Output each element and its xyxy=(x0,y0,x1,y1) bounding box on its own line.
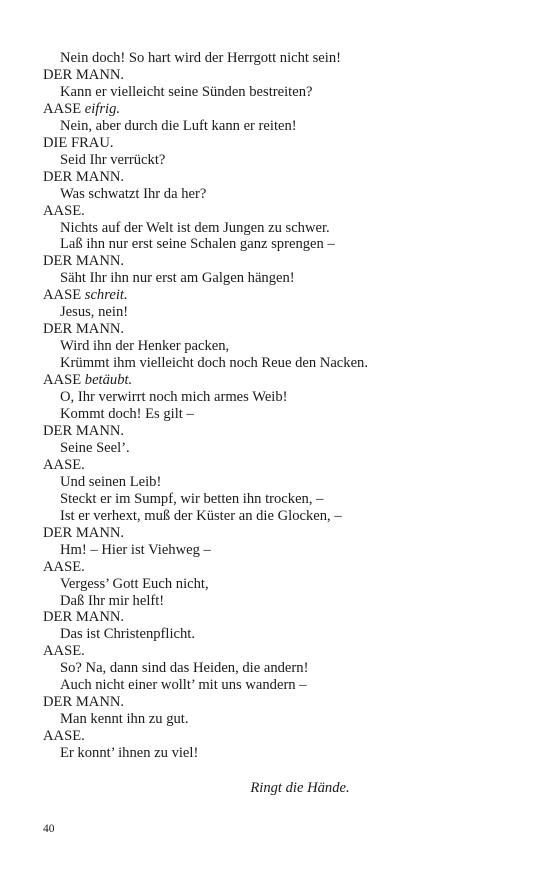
verse-line: Kann er vielleicht seine Sünden bestreiten? xyxy=(60,83,313,100)
verse-line: Er konnt’ ihnen zu viel! xyxy=(60,745,199,762)
speaker-line xyxy=(43,643,513,660)
speaker-line xyxy=(43,559,513,576)
verse-line: Daß Ihr mir helft! xyxy=(60,592,165,609)
verse-line: Nichts auf der Welt ist dem Jungen zu schwer. xyxy=(60,219,330,236)
verse-line: So? Na, dann sind das Heiden, die andern! xyxy=(60,660,309,677)
speaker-line xyxy=(43,67,513,84)
stage-direction: Ringt die Hände. xyxy=(250,780,350,797)
verse-line: Kommt doch! Es gilt – xyxy=(60,406,194,423)
speaker-line xyxy=(43,728,513,745)
verse-line: Was schwatzt Ihr da her? xyxy=(60,185,207,202)
speaker-direction: eifrig. xyxy=(84,100,121,117)
speaker-line xyxy=(43,372,513,389)
speaker-name: AASE. xyxy=(43,202,85,219)
verse-line: Ist er verhext, muß der Küster an die Glocken, – xyxy=(60,507,342,524)
speaker-name: AASE. xyxy=(43,643,85,660)
speaker-name: AASE. xyxy=(43,558,85,575)
verse-line: Krümmt ihm vielleicht doch noch Reue den Nacken. xyxy=(60,355,369,372)
speaker-line xyxy=(43,101,513,118)
verse-line: Seid Ihr verrückt? xyxy=(60,151,166,168)
verse-line: Man kennt ihn zu gut. xyxy=(60,711,189,728)
speaker-name: DER MANN. xyxy=(43,253,125,270)
speaker-line xyxy=(43,253,513,270)
verse-line: Jesus, nein! xyxy=(60,304,129,321)
speaker-name: DIE FRAU. xyxy=(43,134,114,151)
speaker-line xyxy=(43,203,513,220)
speaker-line xyxy=(43,169,513,186)
verse-line: Nein, aber durch die Luft kann er reiten! xyxy=(60,117,297,134)
verse-line: Auch nicht einer wollt’ mit uns wandern – xyxy=(60,677,307,694)
speaker-line xyxy=(43,457,513,474)
speaker-direction: schreit. xyxy=(84,287,128,304)
verse-line: Seine Seel’. xyxy=(60,439,130,456)
speaker-name: AASE xyxy=(43,100,82,117)
speaker-line xyxy=(43,135,513,152)
verse-line: Hm! – Hier ist Viehweg – xyxy=(60,541,211,558)
speaker-name: AASE. xyxy=(43,456,85,473)
speaker-line xyxy=(43,423,513,440)
speaker-name: DER MANN. xyxy=(43,609,125,626)
page-body xyxy=(43,50,513,797)
speaker-name: DER MANN. xyxy=(43,321,125,338)
speaker-name: AASE. xyxy=(43,728,85,745)
speaker-line xyxy=(43,287,513,304)
page-number: 40 xyxy=(43,823,55,835)
verse-line: Und seinen Leib! xyxy=(60,473,162,490)
verse-line: Wird ihn der Henker packen, xyxy=(60,338,230,355)
speaker-name: DER MANN. xyxy=(43,168,125,185)
verse-line: Vergess’ Gott Euch nicht, xyxy=(60,575,209,592)
verse-line: Säht Ihr ihn nur erst am Galgen hängen! xyxy=(60,270,295,287)
speaker-line xyxy=(43,609,513,626)
verse-line: Nein doch! So hart wird der Herrgott nicht sein! xyxy=(60,50,341,66)
verse-line: Das ist Christenpflicht. xyxy=(60,626,195,643)
speaker-direction: betäubt. xyxy=(84,372,133,389)
verse-line: Steckt er im Sumpf, wir betten ihn trocken, – xyxy=(60,490,324,507)
speaker-line xyxy=(43,525,513,542)
verse-line: Laß ihn nur erst seine Schalen ganz sprengen – xyxy=(60,236,335,253)
speaker-name: AASE xyxy=(43,372,82,389)
speaker-name: AASE xyxy=(43,287,82,304)
speaker-line xyxy=(43,321,513,338)
speaker-name: DER MANN. xyxy=(43,66,125,83)
dialogue-lines xyxy=(43,50,513,762)
verse-line: O, Ihr verwirrt noch mich armes Weib! xyxy=(60,389,288,406)
speaker-name: DER MANN. xyxy=(43,694,125,711)
speaker-line xyxy=(43,694,513,711)
speaker-name: DER MANN. xyxy=(43,422,125,439)
speaker-name: DER MANN. xyxy=(43,524,125,541)
